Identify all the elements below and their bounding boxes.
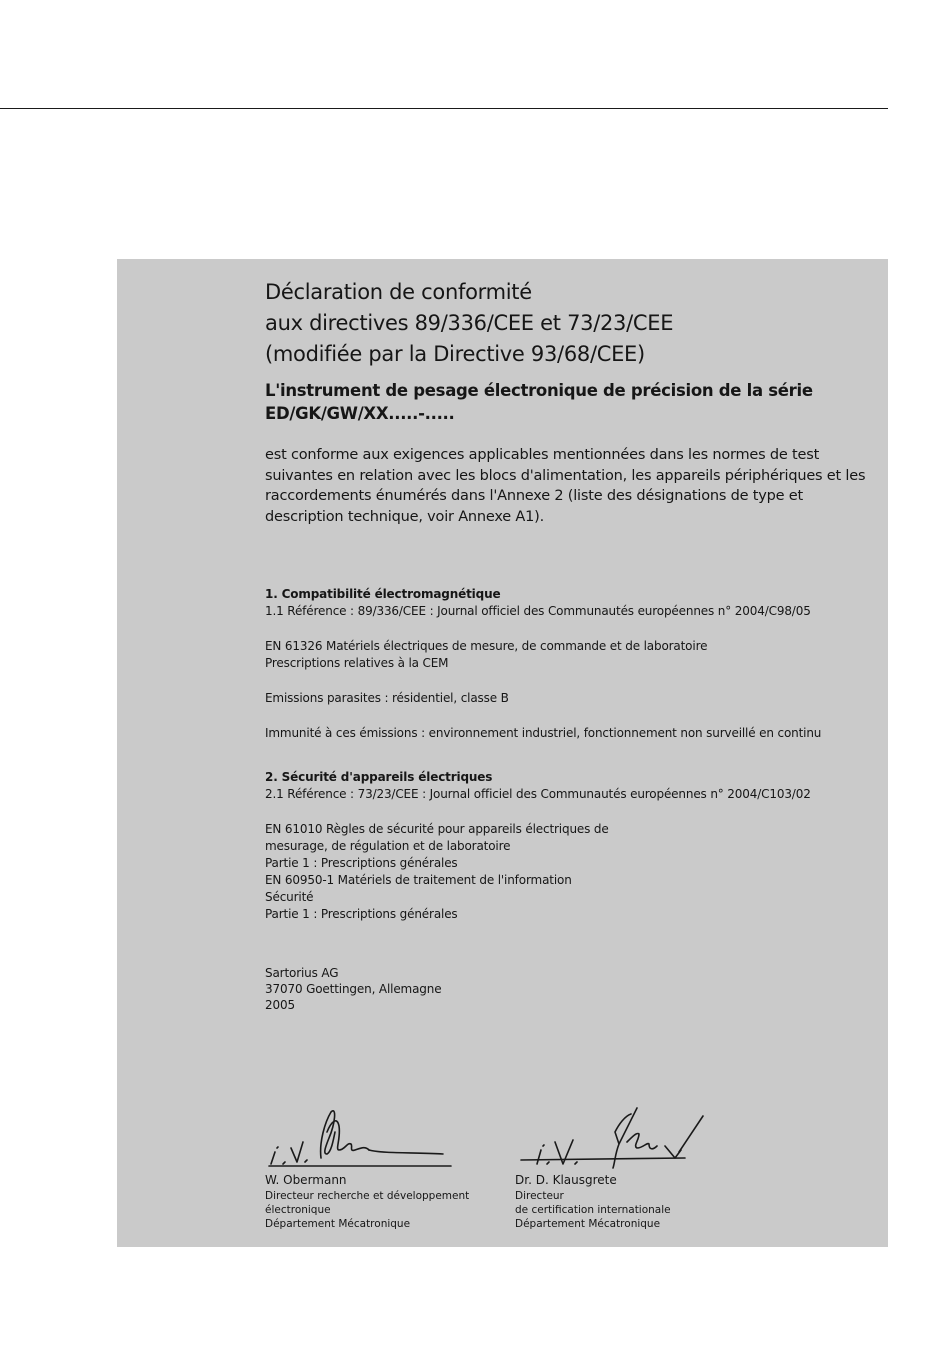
- standard-line: Sécurité: [265, 890, 314, 905]
- standard-line: Prescriptions relatives à la CEM: [265, 656, 449, 671]
- standard-line: Partie 1 : Prescriptions générales: [265, 907, 458, 922]
- declaration-panel: [117, 259, 888, 1247]
- signatory-title-line: Directeur: [515, 1190, 564, 1202]
- intro-line: raccordements énumérés dans l'Annexe 2 (liste des désignations de type et: [265, 488, 804, 505]
- signature-klausgrete: [515, 1102, 705, 1170]
- immunity-text: [265, 725, 875, 742]
- title-line: aux directives 89/336/CEE et 73/23/CEE: [265, 311, 674, 335]
- standard-line: Partie 1 : Prescriptions générales: [265, 856, 458, 871]
- section-heading: 2. Sécurité d'appareils électriques: [265, 770, 493, 785]
- standard-block: [265, 638, 875, 672]
- subtitle-line: ED/GK/GW/XX.....-.....: [265, 404, 455, 423]
- intro-paragraph: [265, 445, 875, 527]
- standard-line: mesurage, de régulation et de laboratoire: [265, 839, 511, 854]
- signatory-title-line: Département Mécatronique: [515, 1218, 661, 1230]
- company-line: Sartorius AG: [265, 966, 339, 981]
- signatory-title-line: de certification internationale: [515, 1204, 671, 1216]
- declaration-title: [265, 277, 875, 370]
- section-reference: 1.1 Référence : 89/336/CEE : Journal officiel des Communautés européennes n° 2004/C98/05: [265, 604, 811, 619]
- intro-line: description technique, voir Annexe A1).: [265, 508, 545, 525]
- standard-line: EN 60950-1 Matériels de traitement de l'information: [265, 873, 572, 888]
- immunity-line: Immunité à ces émissions : environnement industriel, fonctionnement non surveillé en continu: [265, 726, 822, 741]
- instrument-subtitle: [265, 379, 875, 425]
- signatory-obermann: [265, 1102, 505, 1231]
- section-electrical-safety: [265, 769, 875, 923]
- standard-line: EN 61326 Matériels électriques de mesure, de commande et de laboratoire: [265, 639, 708, 654]
- company-line: 2005: [265, 998, 295, 1013]
- declaration-content: [265, 277, 875, 1013]
- intro-line: suivantes en relation avec les blocs d'alimentation, les appareils périphériques et les: [265, 467, 866, 484]
- signature-obermann: [265, 1102, 455, 1170]
- intro-line: est conforme aux exigences applicables mentionnées dans les normes de test: [265, 447, 820, 463]
- section-heading: 1. Compatibilité électromagnétique: [265, 587, 501, 602]
- title-line: Déclaration de conformité: [265, 280, 532, 304]
- emissions-line: Emissions parasites : résidentiel, classe B: [265, 691, 509, 706]
- subtitle-line: L'instrument de pesage électronique de précision de la série: [265, 381, 813, 400]
- section-reference: 2.1 Référence : 73/23/CEE : Journal officiel des Communautés européennes n° 2004/C103/02: [265, 787, 811, 802]
- title-line: (modifiée par la Directive 93/68/CEE): [265, 342, 645, 366]
- emissions-text: [265, 690, 875, 707]
- signatory-name: Dr. D. Klausgrete: [515, 1173, 617, 1187]
- signatory-name: W. Obermann: [265, 1173, 347, 1187]
- signatory-title-line: électronique: [265, 1204, 331, 1216]
- company-line: 37070 Goettingen, Allemagne: [265, 982, 442, 997]
- signatory-klausgrete: [515, 1102, 755, 1231]
- company-address: [265, 965, 875, 1013]
- signatory-title-line: Département Mécatronique: [265, 1218, 411, 1230]
- top-horizontal-rule: [0, 108, 888, 109]
- section-emc: [265, 586, 875, 742]
- signatory-title-line: Directeur recherche et développement: [265, 1190, 470, 1202]
- standard-line: EN 61010 Règles de sécurité pour appareils électriques de: [265, 822, 609, 837]
- standard-block: [265, 821, 875, 923]
